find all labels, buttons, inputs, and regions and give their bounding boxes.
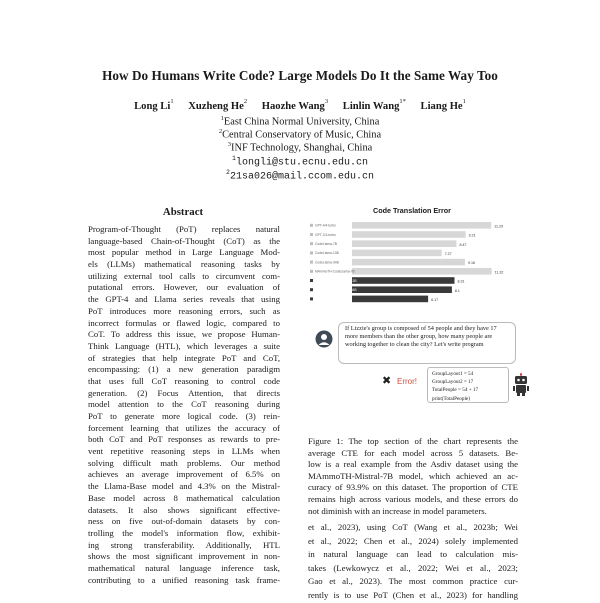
bar-2 [352, 231, 466, 238]
bar-value-label: 8.47 [459, 242, 467, 247]
text-line: that uses full CoT reasoning to control code [88, 375, 280, 386]
author: Liang He$^1$ [420, 98, 466, 112]
question-bubble: If Lizzie's group is composed of 54 people and they have 17 more members than the other group, how many people are working together to clean the city? Let's write program [338, 322, 516, 364]
affiliation: $^2$Central Conservatory of Music, China [218, 128, 382, 141]
bar-1 [352, 222, 491, 229]
text-line: mathematical natural language inference task, [88, 562, 280, 573]
author: Long Li$^1$ [134, 98, 174, 112]
affiliation: $^1$East China Normal University, China [220, 115, 380, 128]
text-line: in natural language can lead to calculation mis- [308, 549, 518, 560]
bar-value-label: 11.32 [494, 270, 504, 275]
text-line: trolling the model's information flow, exhibit- [88, 527, 280, 538]
legend-label: MAmmoTH-CodeLlama-34B [315, 288, 357, 292]
bar-value-label: 9.21 [468, 233, 476, 238]
code-line: GroupLayout1 = 54 [432, 371, 474, 377]
text-line: Gao et al., 2023). The most common practice cur- [308, 576, 518, 587]
paper-title: How Do Humans Write Code? Large Models Do It the Same Way Too [102, 68, 498, 83]
legend-swatch [310, 297, 313, 300]
bar-7 [352, 277, 454, 284]
figure-caption [308, 436, 518, 517]
text-line: the Llama-Base model and 4.3% on the Mistral- [88, 481, 280, 492]
text-line: both CoT and PoT responses as rewards to pre- [88, 434, 280, 445]
text-line: encompassing: (1) a new generation paradigm [88, 364, 280, 375]
text-line: CoT. To address this issue, we propose Human- [88, 329, 280, 340]
error-x-icon: ✖ [382, 374, 392, 387]
bar-value-label: 6.17 [431, 298, 439, 302]
text-line: datasets. It also shows significant effective- [88, 504, 280, 515]
text-line: remains high across various models, and these errors do [308, 493, 518, 504]
text-line: els (LLMs) mathematical reasoning tasks by [88, 259, 280, 270]
code-line: GroupLayout2 = 17 [432, 379, 474, 386]
abstract-heading: Abstract [162, 206, 204, 218]
text-line: contributing to a unified reasoning task frame- [88, 574, 280, 585]
text-line: utilizing external tool calls to circumvent com- [88, 270, 280, 281]
author: Haozhe Wang$^3$ [261, 98, 329, 112]
text-line: PoT introduces more reasoning errors, such as [88, 305, 280, 316]
legend-swatch [310, 251, 313, 254]
text-line: incorrect formulas or flawed logic, compared to [88, 317, 280, 328]
text-line: Base model across 8 mathematical calculation [88, 492, 280, 503]
email: $^1$longli@stu.ecnu.edu.cn [232, 155, 368, 169]
affiliation: $^3$INF Technology, Shanghai, China [227, 141, 373, 154]
text-line: generation. (2) Focus Attention, that directs [88, 387, 280, 398]
text-line: Think Language (HTL), which leverages a suite [88, 340, 280, 351]
text-line: PoT to generate more logical code. (3) rein- [88, 411, 280, 421]
cte-bar-chart [308, 214, 518, 304]
bar-9 [352, 296, 428, 303]
text-line: vent repetitive reasoning steps in LLMs when [88, 446, 280, 457]
code-line: TotalPeople = 54 + 17 [432, 387, 479, 394]
text-line: model attention to the CoT reasoning during [88, 399, 280, 410]
legend-label: GPT-4/4-turbo [315, 223, 336, 228]
legend-swatch [310, 288, 313, 291]
bar-8 [352, 286, 452, 293]
robot-icon [512, 373, 530, 397]
text-line: of strategies that help integrate PoT and CoT, [88, 352, 280, 363]
legend-label: GPT-3.5-turbo [315, 232, 336, 237]
bar-value-label: 11.29 [494, 224, 503, 229]
text-line: most popular method in Large Language Mod- [88, 247, 280, 258]
text-line: ness on five out-of-domain datasets by con- [88, 516, 280, 527]
user-icon [315, 330, 333, 348]
error-label: Error! [397, 377, 417, 386]
bar-4 [352, 250, 442, 257]
bar-value-label: 7.27 [444, 252, 452, 256]
legend-label: CodeLlama-13B [315, 251, 339, 256]
text-line: et al., 2022; Chen et al., 2024) solely implemented [308, 535, 518, 546]
bar-5 [352, 259, 465, 266]
text-line: Program-of-Thought (PoT) replaces natural [88, 224, 280, 234]
text-line: achieves an average improvement of 6.5% on [88, 469, 280, 480]
legend-swatch [310, 261, 313, 264]
text-line: shows the most significant improvement in non- [88, 551, 280, 562]
text-line: MAmmoTH-Mistral-7B model, which achieved an ac- [308, 470, 518, 481]
text-line: ing strong transferability. Additionally, HTL [88, 539, 280, 550]
bar-6 [352, 268, 492, 275]
text-line: putational errors. However, our evaluation of [88, 282, 280, 293]
legend-swatch [310, 279, 313, 282]
author: Linlin Wang$^{1*}$ [342, 98, 406, 112]
figure-title: Code Translation Error [373, 206, 451, 215]
text-line: average CTE for each model across 5 datasets. Be- [308, 447, 518, 458]
abstract-body [88, 224, 280, 586]
bar-value-label: 8.31 [457, 279, 465, 284]
legend-label: MAmmoTH-Mistral-7B [315, 297, 348, 302]
text-line: et al., 2023), using CoT (Wang et al., 2023b; Wei [308, 522, 518, 532]
bar-3 [352, 240, 456, 247]
author: Xuzheng He$^2$ [188, 98, 248, 112]
legend-label: MAmmoTH-CodeLlama-7B [315, 269, 355, 274]
legend-swatch [310, 224, 313, 227]
text-line: takes (Lewkowycz et al., 2022; Wei et al., 2023; [308, 562, 518, 573]
text-line: the GPT-4 and Llama series reveals that using [88, 294, 280, 305]
bar-value-label: 9.16 [467, 261, 475, 266]
bar-value-label: 8.1 [454, 288, 460, 293]
text-line: not diminish with an increase in model parameters. [308, 505, 487, 516]
legend-label: CodeLlama-34B [315, 260, 339, 265]
code-line: print(TotalPeople) [432, 395, 470, 402]
text-line: Figure 1: The top section of the chart represents the [308, 436, 518, 446]
text-line: rently is to use PoT (Chen et al., 2023) for handling [308, 589, 518, 600]
email: $^2$21sa026@mail.ccom.edu.cn [226, 169, 374, 183]
text-line: solving difficult math problems. Our method [88, 457, 280, 468]
text-line: forcement learning that utilizes the accuracy of [88, 422, 280, 433]
code-snippet [427, 367, 509, 403]
legend-label: CodeLlama-7B [315, 242, 337, 246]
legend-swatch [310, 233, 313, 236]
text-line: curacy of 93.9% on this dataset. The proportion of CTE [308, 482, 518, 493]
author-list [0, 99, 600, 112]
text-line: language-based Chain-of-Thought (CoT) as the [88, 235, 280, 246]
legend-label: MAmmoTH-CodeLlama-13B [315, 278, 357, 283]
text-line: low is a real example from the Asdiv dataset using the [308, 459, 518, 470]
body-text-right [308, 521, 518, 603]
legend-swatch [310, 270, 313, 273]
legend-swatch [310, 242, 313, 245]
